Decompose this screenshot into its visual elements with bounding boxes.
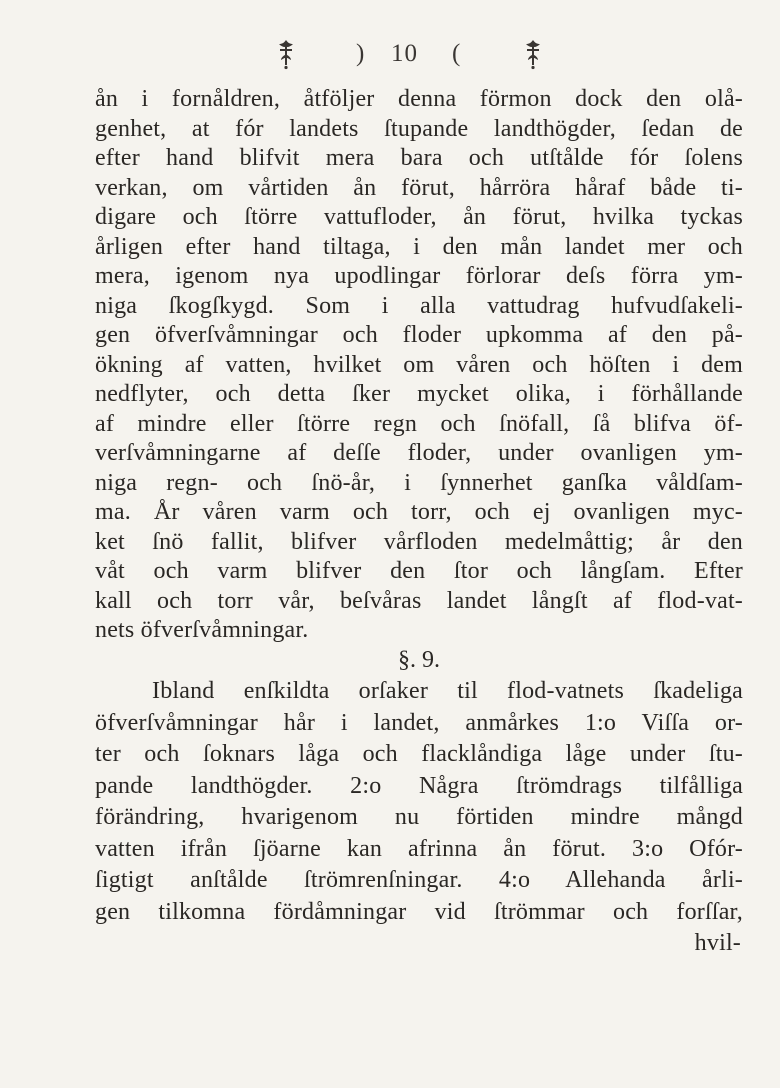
- page-number: 10: [391, 40, 418, 67]
- paragraph-2: [95, 676, 743, 960]
- text-line: niga ſkogſkygd. Som i alla vattudrag hufvudſakeli-: [95, 292, 743, 319]
- text-line: pande landthögder. 2:o Några ſtrömdrags tilfålliga: [95, 772, 743, 799]
- text-line: genhet, at fór landets ſtupande landthögder, ſedan de: [95, 115, 743, 142]
- catchword: hvil-: [694, 930, 741, 956]
- text-line: kall och torr vår, beſvåras landet långſt af flod-vat-: [95, 587, 743, 614]
- text-line: Ibland enſkildta orſaker til flod-vatnets ſkadeliga: [152, 678, 743, 704]
- fleuron-icon: [521, 38, 545, 70]
- text-line: verkan, om vårtiden ån förut, hårröra håraf både ti-: [95, 174, 743, 201]
- header-left-paren: ): [356, 40, 365, 67]
- fleuron-icon: [274, 38, 298, 70]
- text-line: ökning af vatten, hvilket om våren och höſten i dem: [95, 351, 743, 378]
- text-line: våt och varm blifver den ſtor och långſam. Efter: [95, 558, 743, 584]
- text-line: niga regn- och ſnö-år, i ſynnerhet ganſka våldſam-: [95, 469, 743, 496]
- text-line: årligen efter hand tiltaga, i den mån landet mer och: [95, 233, 743, 260]
- text-line: mera, igenom nya upodlingar förlorar deſs förra ym-: [95, 263, 743, 289]
- text-line: ån i fornåldren, åtföljer denna förmon dock den olå-: [95, 86, 743, 112]
- paragraph-1: [95, 85, 743, 646]
- text-line: ſigtigt anſtålde ſtrömrenſningar. 4:o Allehanda årli-: [95, 867, 743, 893]
- text-line: ket ſnö fallit, blifver vårfloden medelmåttig; år den: [95, 528, 743, 555]
- text-line: öfverſvåmningar hår i landet, anmårkes 1:o Viſſa or-: [95, 709, 743, 736]
- text-line: digare och ſtörre vattufloder, ån förut, hvilka tyckas: [95, 204, 743, 230]
- text-line: af mindre eller ſtörre regn och ſnöfall, ſå blifva öf-: [95, 410, 743, 437]
- text-line: förändring, hvarigenom nu förtiden mindre mångd: [95, 804, 743, 830]
- text-line: nedflyter, och detta ſker mycket olika, i förhållande: [95, 381, 743, 407]
- text-line: efter hand blifvit mera bara och utſtålde fór ſolens: [95, 145, 743, 171]
- text-line: ter och ſoknars låga och flacklåndiga låge under ſtu-: [95, 741, 743, 767]
- text-line: verſvåmningarne af deſſe floder, under ovanligen ym-: [95, 440, 743, 466]
- text-line: nets öfverſvåmningar.: [95, 617, 309, 643]
- section-heading: §. 9.: [398, 647, 440, 673]
- text-line: gen tilkomna fördåmningar vid ſtrömmar och forſſar,: [95, 898, 743, 925]
- text-line: ma. År våren varm och torr, och ej ovanligen myc-: [95, 499, 743, 525]
- text-line: vatten ifrån ſjöarne kan afrinna ån förut. 3:o Ofór-: [95, 835, 743, 862]
- text-line: gen öfverſvåmningar och floder upkomma af den på-: [95, 322, 743, 348]
- header-right-paren: (: [452, 40, 461, 67]
- page-header: [0, 36, 780, 76]
